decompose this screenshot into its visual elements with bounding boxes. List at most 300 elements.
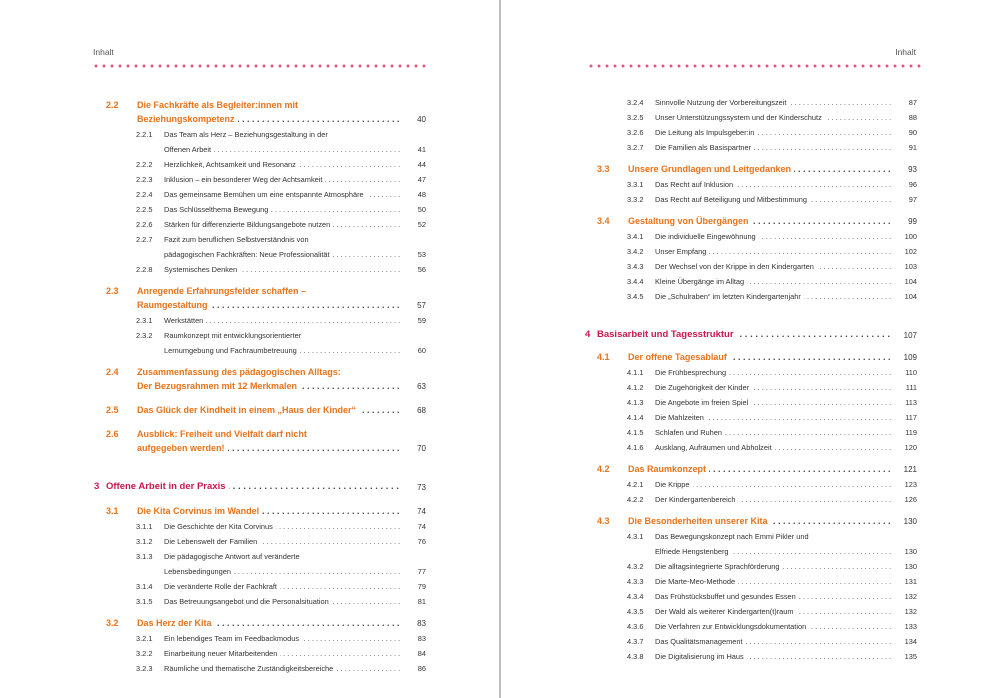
toc-entry-title: Beziehungskompetenz	[137, 114, 238, 124]
toc-entry-title: Die Familien als Basispartner	[655, 143, 754, 152]
toc-entry-number: 2.2.8	[136, 265, 153, 274]
toc-entry-page: 59	[417, 316, 426, 325]
toc-section-entry[interactable]	[94, 96, 426, 110]
toc-subsection-entry[interactable]	[94, 561, 426, 576]
toc-entry-title-wrap	[655, 128, 891, 137]
toc-subsection-entry[interactable]	[585, 271, 917, 286]
toc-entry-title: Das Recht auf Beteiligung und Mitbestimmung	[655, 195, 810, 204]
toc-entry-page: 133	[904, 622, 917, 631]
toc-subsection-entry[interactable]	[94, 124, 426, 139]
toc-entry-number: 4.1.3	[627, 398, 644, 407]
toc-entry-number: 3.4.2	[627, 247, 644, 256]
toc-entry-page: 130	[903, 517, 917, 526]
toc-entry-number: 3.1.4	[136, 582, 153, 591]
toc-entry-title-wrap	[164, 220, 400, 229]
toc-entry-title-wrap	[597, 329, 891, 340]
toc-entry-number: 3.4.4	[627, 277, 644, 286]
toc-entry-title-wrap	[137, 618, 400, 628]
toc-chapter-entry[interactable]	[585, 325, 917, 340]
toc-entry-number: 3.2	[106, 618, 119, 628]
toc-entry-number: 4.2.1	[627, 480, 644, 489]
toc-entry-number: 3	[94, 481, 100, 492]
toc-entry-page: 134	[904, 637, 917, 646]
toc-entry-title: Die pädagogische Antwort auf veränderte	[164, 552, 303, 561]
toc-subsection-entry[interactable]	[94, 244, 426, 259]
toc-entry-number: 4.2	[597, 464, 610, 474]
toc-spacer	[94, 453, 426, 477]
toc-entry-title-wrap	[655, 443, 891, 452]
toc-spacer	[585, 152, 917, 160]
toc-subsection-entry[interactable]	[585, 586, 917, 601]
toc-entry-page: 93	[908, 165, 917, 174]
toc-section-entry[interactable]	[94, 502, 426, 516]
toc-entry-title-wrap	[164, 582, 400, 591]
toc-entry-page: 109	[903, 353, 917, 362]
toc-entry-title: Basisarbeit und Tagesstruktur	[597, 329, 737, 340]
toc-subsection-entry[interactable]	[94, 340, 426, 355]
toc-spacer	[94, 606, 426, 614]
toc-entry-number: 2.4	[106, 367, 119, 377]
toc-entry-title: Die Geschichte der Kita Corvinus	[164, 522, 276, 531]
toc-entry-title: Sinnvolle Nutzung der Vorbereitungszeit	[655, 98, 789, 107]
toc-subsection-entry[interactable]	[94, 516, 426, 531]
dotted-rule-left	[92, 64, 426, 68]
toc-subsection-entry[interactable]	[94, 531, 426, 546]
toc-entry-title: Der Wald als weiterer Kindergarten(t)raum	[655, 607, 797, 616]
toc-entry-page: 50	[417, 205, 426, 214]
toc-entry-title: Werkstätten	[164, 316, 206, 325]
toc-entry-page: 104	[904, 277, 917, 286]
toc-section-entry[interactable]	[94, 439, 426, 453]
toc-entry-title-wrap	[164, 190, 400, 199]
toc-entry-title-wrap	[655, 637, 891, 646]
toc-entry-title: Die Verfahren zur Entwicklungsdokumentation	[655, 622, 809, 631]
toc-right	[585, 92, 917, 661]
toc-entry-title-wrap	[655, 622, 891, 631]
toc-section-entry[interactable]	[585, 160, 917, 174]
toc-subsection-entry[interactable]	[585, 122, 917, 137]
toc-entry-number: 4.1.1	[627, 368, 644, 377]
toc-entry-number: 3.4	[597, 216, 610, 226]
toc-spacer	[585, 340, 917, 348]
toc-subsection-entry[interactable]	[94, 643, 426, 658]
toc-subsection-entry[interactable]	[94, 199, 426, 214]
toc-entry-number: 3.1	[106, 506, 119, 516]
toc-subsection-entry[interactable]	[585, 407, 917, 422]
toc-entry-page: 74	[417, 522, 426, 531]
toc-entry-page: 79	[417, 582, 426, 591]
toc-entry-number: 2.3.1	[136, 316, 153, 325]
toc-entry-page: 132	[904, 607, 917, 616]
toc-entry-page: 56	[417, 265, 426, 274]
toc-entry-title: Der Kindergartenbereich	[655, 495, 739, 504]
toc-entry-title-wrap	[164, 130, 400, 139]
toc-entry-title-wrap	[164, 250, 400, 259]
toc-entry-page: 121	[903, 465, 917, 474]
toc-entry-title-wrap	[164, 160, 400, 169]
toc-entry-title-wrap	[164, 346, 400, 355]
toc-entry-number: 4	[585, 329, 591, 340]
toc-entry-number: 4.1	[597, 352, 610, 362]
toc-subsection-entry[interactable]	[585, 631, 917, 646]
toc-section-entry[interactable]	[94, 296, 426, 310]
toc-entry-title: Offene Arbeit in der Praxis	[106, 481, 229, 492]
toc-entry-title-wrap	[106, 481, 400, 492]
toc-subsection-entry[interactable]	[94, 214, 426, 229]
toc-entry-title: Das gemeinsame Bemühen um eine entspannte Atmosphäre	[164, 190, 367, 199]
toc-spacer	[94, 355, 426, 363]
toc-entry-title: Das Bewegungskonzept nach Emmi Pikler und	[655, 532, 812, 541]
toc-entry-title-wrap	[655, 428, 891, 437]
toc-subsection-entry[interactable]	[94, 310, 426, 325]
toc-entry-page: 96	[908, 180, 917, 189]
toc-section-entry[interactable]	[585, 512, 917, 526]
toc-entry-title-wrap	[137, 300, 400, 310]
toc-section-entry[interactable]	[94, 377, 426, 391]
toc-entry-number: 4.2.2	[627, 495, 644, 504]
toc-chapter-entry[interactable]	[94, 477, 426, 492]
toc-entry-title-wrap	[655, 652, 891, 661]
left-page	[0, 0, 499, 698]
toc-spacer	[585, 301, 917, 325]
toc-subsection-entry[interactable]	[94, 546, 426, 561]
toc-subsection-entry[interactable]	[94, 169, 426, 184]
toc-entry-number: 3.4.3	[627, 262, 644, 271]
toc-entry-number: 2.5	[106, 405, 119, 415]
toc-entry-title-wrap	[655, 143, 891, 152]
toc-entry-title: Fazit zum beruflichen Selbstverständnis von	[164, 235, 312, 244]
toc-entry-page: 99	[908, 217, 917, 226]
toc-entry-title-wrap	[655, 180, 891, 189]
toc-entry-number: 3.1.3	[136, 552, 153, 561]
toc-subsection-entry[interactable]	[585, 437, 917, 452]
toc-subsection-entry[interactable]	[585, 541, 917, 556]
toc-subsection-entry[interactable]	[94, 229, 426, 244]
toc-entry-number: 3.1.1	[136, 522, 153, 531]
toc-entry-title-wrap	[164, 331, 400, 340]
toc-entry-page: 110	[905, 368, 917, 377]
toc-subsection-entry[interactable]	[94, 591, 426, 606]
toc-entry-number: 4.3.4	[627, 592, 644, 601]
toc-entry-title: Die Frühbesprechung	[655, 368, 729, 377]
toc-subsection-entry[interactable]	[94, 154, 426, 169]
toc-entry-page: 130	[904, 547, 917, 556]
toc-entry-title: Raumgestaltung	[137, 300, 211, 310]
toc-subsection-entry[interactable]	[585, 137, 917, 152]
toc-entry-page: 73	[417, 483, 426, 492]
toc-entry-number: 4.3.3	[627, 577, 644, 586]
toc-entry-title: Die Angebote im freien Spiel	[655, 398, 751, 407]
toc-entry-title-wrap	[164, 175, 400, 184]
toc-section-entry[interactable]	[585, 212, 917, 226]
toc-entry-title: Die individuelle Eingewöhnung	[655, 232, 759, 241]
toc-entry-page: 81	[417, 597, 426, 606]
toc-entry-title-wrap	[164, 265, 400, 274]
toc-entry-title-wrap	[164, 634, 400, 643]
toc-entry-title-wrap	[655, 247, 891, 256]
toc-spacer	[94, 492, 426, 502]
toc-spacer	[585, 452, 917, 460]
toc-entry-number: 2.3	[106, 286, 119, 296]
toc-entry-title: Das Raumkonzept	[628, 464, 709, 474]
toc-entry-page: 119	[905, 428, 917, 437]
toc-entry-title: Die Besonderheiten unserer Kita	[628, 516, 771, 526]
toc-entry-title: Das Schlüsselthema Bewegung	[164, 205, 271, 214]
toc-spacer	[94, 415, 426, 425]
toc-subsection-entry[interactable]	[94, 325, 426, 340]
toc-entry-title: Die veränderte Rolle der Fachkraft	[164, 582, 280, 591]
toc-entry-title: Der Wechsel von der Krippe in den Kindergarten	[655, 262, 817, 271]
toc-entry-number: 4.1.5	[627, 428, 644, 437]
toc-entry-number: 2.2.6	[136, 220, 153, 229]
toc-entry-number: 3.3.1	[627, 180, 644, 189]
toc-entry-number: 2.2.3	[136, 175, 153, 184]
toc-entry-number: 4.3.8	[627, 652, 644, 661]
toc-entry-title: Offenen Arbeit	[164, 145, 214, 154]
toc-subsection-entry[interactable]	[585, 422, 917, 437]
toc-entry-title: Die Krippe	[655, 480, 693, 489]
toc-entry-title-wrap	[655, 195, 891, 204]
toc-entry-page: 44	[417, 160, 426, 169]
toc-entry-title: Unser Unterstützungssystem und der Kinderschutz	[655, 113, 825, 122]
toc-entry-number: 3.2.4	[627, 98, 644, 107]
toc-entry-number: 4.3.2	[627, 562, 644, 571]
toc-entry-page: 91	[908, 143, 917, 152]
toc-entry-page: 107	[903, 331, 917, 340]
toc-section-entry[interactable]	[94, 401, 426, 415]
toc-entry-title: Das Glück der Kindheit in einem „Haus der Kinder“	[137, 405, 359, 415]
toc-entry-page: 70	[417, 444, 426, 453]
toc-section-entry[interactable]	[94, 363, 426, 377]
toc-section-entry[interactable]	[94, 425, 426, 439]
toc-entry-page: 83	[417, 619, 426, 628]
toc-entry-title-wrap	[137, 367, 400, 377]
toc-entry-number: 3.2.6	[627, 128, 644, 137]
toc-entry-page: 87	[908, 98, 917, 107]
toc-subsection-entry[interactable]	[585, 286, 917, 301]
toc-subsection-entry[interactable]	[94, 184, 426, 199]
toc-entry-number: 2.2.4	[136, 190, 153, 199]
toc-entry-title: Der Bezugsrahmen mit 12 Merkmalen	[137, 381, 300, 391]
toc-entry-title: Stärken für differenzierte Bildungsangebote nutzen	[164, 220, 333, 229]
toc-section-entry[interactable]	[94, 282, 426, 296]
toc-left	[94, 92, 426, 673]
toc-entry-title: Der offene Tagesablauf	[628, 352, 730, 362]
toc-subsection-entry[interactable]	[94, 628, 426, 643]
toc-entry-title: Das Herz der Kita	[137, 618, 215, 628]
toc-entry-title-wrap	[164, 145, 400, 154]
toc-entry-page: 84	[417, 649, 426, 658]
toc-entry-title-wrap	[628, 352, 891, 362]
toc-entry-number: 3.3.2	[627, 195, 644, 204]
toc-entry-page: 77	[417, 567, 426, 576]
toc-entry-title: Das Qualitätsmanagement	[655, 637, 746, 646]
toc-entry-title: Raumkonzept mit entwicklungsorientierter	[164, 331, 304, 340]
toc-subsection-entry[interactable]	[585, 174, 917, 189]
toc-entry-number: 2.2.1	[136, 130, 153, 139]
toc-section-entry[interactable]	[94, 614, 426, 628]
toc-subsection-entry[interactable]	[94, 139, 426, 154]
toc-entry-title-wrap	[137, 405, 400, 415]
toc-entry-number: 3.2.1	[136, 634, 153, 643]
toc-subsection-entry[interactable]	[585, 256, 917, 271]
toc-entry-title-wrap	[628, 464, 891, 474]
toc-entry-page: 132	[904, 592, 917, 601]
toc-entry-number: 3.2.7	[627, 143, 644, 152]
toc-entry-title-wrap	[655, 495, 891, 504]
running-head-left: Inhalt	[93, 47, 114, 57]
toc-entry-number: 4.1.2	[627, 383, 644, 392]
toc-spacer	[585, 204, 917, 212]
toc-entry-title: Zusammenfassung des pädagogischen Alltags:	[137, 367, 344, 377]
toc-entry-number: 4.3.5	[627, 607, 644, 616]
toc-entry-page: 41	[417, 145, 426, 154]
toc-section-entry[interactable]	[94, 110, 426, 124]
toc-entry-title: Die Digitalisierung im Haus	[655, 652, 747, 661]
toc-entry-title-wrap	[164, 522, 400, 531]
toc-entry-page: 117	[905, 413, 917, 422]
toc-entry-title-wrap	[628, 216, 891, 226]
toc-entry-page: 126	[904, 495, 917, 504]
toc-subsection-entry[interactable]	[585, 377, 917, 392]
toc-spacer	[94, 274, 426, 282]
toc-entry-title: Inklusion – ein besonderer Weg der Achtsamkeit	[164, 175, 325, 184]
toc-entry-title-wrap	[655, 413, 891, 422]
toc-entry-title: Die Fachkräfte als Begleiter:innen mit	[137, 100, 301, 110]
toc-entry-number: 2.2	[106, 100, 119, 110]
toc-entry-page: 53	[417, 250, 426, 259]
toc-subsection-entry[interactable]	[585, 474, 917, 489]
toc-entry-title-wrap	[655, 292, 891, 301]
toc-subsection-entry[interactable]	[585, 92, 917, 107]
toc-entry-title-wrap	[655, 113, 891, 122]
toc-entry-number: 3.2.2	[136, 649, 153, 658]
toc-entry-title-wrap	[655, 577, 891, 586]
toc-section-entry[interactable]	[585, 348, 917, 362]
toc-subsection-entry[interactable]	[585, 646, 917, 661]
toc-entry-title: Systemisches Denken	[164, 265, 240, 274]
toc-spacer	[94, 391, 426, 401]
toc-entry-title-wrap	[655, 277, 891, 286]
toc-entry-page: 47	[417, 175, 426, 184]
toc-entry-title-wrap	[164, 205, 400, 214]
toc-subsection-entry[interactable]	[585, 241, 917, 256]
toc-entry-title-wrap	[164, 664, 400, 673]
toc-entry-title-wrap	[164, 597, 400, 606]
toc-entry-title: Unser Empfang	[655, 247, 709, 256]
toc-subsection-entry[interactable]	[585, 189, 917, 204]
toc-entry-number: 4.1.6	[627, 443, 644, 452]
toc-entry-title-wrap	[137, 506, 400, 516]
toc-entry-title: Unsere Grundlagen und Leitgedanken	[628, 164, 794, 174]
toc-entry-number: 4.1.4	[627, 413, 644, 422]
toc-entry-title-wrap	[628, 164, 891, 174]
toc-subsection-entry[interactable]	[585, 489, 917, 504]
toc-entry-title: Lernumgebung und Fachraumbetreuung	[164, 346, 300, 355]
toc-entry-number: 3.3	[597, 164, 610, 174]
toc-entry-number: 4.3.7	[627, 637, 644, 646]
running-head-right: Inhalt	[895, 47, 916, 57]
toc-entry-title: Das Betreuungsangebot und die Personalsituation	[164, 597, 332, 606]
toc-entry-title-wrap	[655, 383, 891, 392]
toc-subsection-entry[interactable]	[585, 571, 917, 586]
toc-entry-number: 2.2.7	[136, 235, 153, 244]
toc-entry-number: 3.2.3	[136, 664, 153, 673]
toc-entry-title-wrap	[164, 567, 400, 576]
toc-section-entry[interactable]	[585, 460, 917, 474]
toc-entry-title: Das Frühstücksbuffet und gesundes Essen	[655, 592, 799, 601]
toc-entry-page: 120	[904, 443, 917, 452]
toc-entry-title-wrap	[137, 381, 400, 391]
toc-entry-title: Ausklang, Aufräumen und Abholzeit	[655, 443, 775, 452]
toc-entry-page: 90	[908, 128, 917, 137]
toc-entry-page: 130	[904, 562, 917, 571]
toc-entry-title-wrap	[655, 368, 891, 377]
toc-entry-page: 102	[904, 247, 917, 256]
toc-entry-title: Lebensbedingungen	[164, 567, 234, 576]
toc-entry-title-wrap	[655, 592, 891, 601]
toc-entry-page: 103	[904, 262, 917, 271]
toc-entry-number: 4.3.1	[627, 532, 644, 541]
toc-entry-page: 113	[905, 398, 917, 407]
toc-subsection-entry[interactable]	[585, 226, 917, 241]
toc-entry-number: 2.6	[106, 429, 119, 439]
toc-subsection-entry[interactable]	[94, 259, 426, 274]
toc-entry-title: Gestaltung von Übergängen	[628, 216, 752, 226]
toc-subsection-entry[interactable]	[94, 658, 426, 673]
toc-subsection-entry[interactable]	[585, 392, 917, 407]
toc-entry-title-wrap	[164, 235, 400, 244]
toc-entry-title: Die alltagsintegrierte Sprachförderung	[655, 562, 782, 571]
toc-entry-number: 3.2.5	[627, 113, 644, 122]
toc-entry-number: 4.3	[597, 516, 610, 526]
toc-entry-title: Elfriede Hengstenberg	[655, 547, 732, 556]
toc-subsection-entry[interactable]	[585, 601, 917, 616]
toc-entry-title-wrap	[655, 480, 891, 489]
toc-entry-title: Die Zugehörigkeit der Kinder	[655, 383, 752, 392]
toc-entry-title-wrap	[655, 607, 891, 616]
toc-entry-title: Ausblick: Freiheit und Vielfalt darf nicht	[137, 429, 310, 439]
toc-subsection-entry[interactable]	[585, 362, 917, 377]
toc-entry-title-wrap	[137, 114, 400, 124]
toc-entry-title-wrap	[655, 98, 891, 107]
toc-entry-title: Das Team als Herz – Beziehungsgestaltung in der	[164, 130, 331, 139]
toc-entry-title-wrap	[164, 552, 400, 561]
toc-entry-page: 86	[417, 664, 426, 673]
toc-entry-title: Räumliche und thematische Zuständigkeitsbereiche	[164, 664, 336, 673]
toc-entry-page: 135	[904, 652, 917, 661]
toc-subsection-entry[interactable]	[585, 556, 917, 571]
toc-entry-page: 111	[905, 383, 917, 392]
toc-subsection-entry[interactable]	[94, 576, 426, 591]
toc-subsection-entry[interactable]	[585, 616, 917, 631]
toc-entry-page: 74	[417, 507, 426, 516]
toc-entry-title: Schlafen und Ruhen	[655, 428, 725, 437]
toc-entry-number: 4.3.6	[627, 622, 644, 631]
toc-entry-title-wrap	[137, 286, 400, 296]
right-page	[501, 0, 1000, 698]
toc-entry-title: Das Recht auf Inklusion	[655, 180, 736, 189]
toc-entry-page: 88	[908, 113, 917, 122]
toc-entry-page: 52	[417, 220, 426, 229]
toc-entry-title: Anregende Erfahrungsfelder schaffen –	[137, 286, 309, 296]
toc-subsection-entry[interactable]	[585, 107, 917, 122]
toc-entry-title-wrap	[137, 100, 400, 110]
toc-entry-title: Die Marte-Meo-Methode	[655, 577, 738, 586]
toc-subsection-entry[interactable]	[585, 526, 917, 541]
toc-entry-number: 2.2.5	[136, 205, 153, 214]
toc-entry-title-wrap	[137, 429, 400, 439]
